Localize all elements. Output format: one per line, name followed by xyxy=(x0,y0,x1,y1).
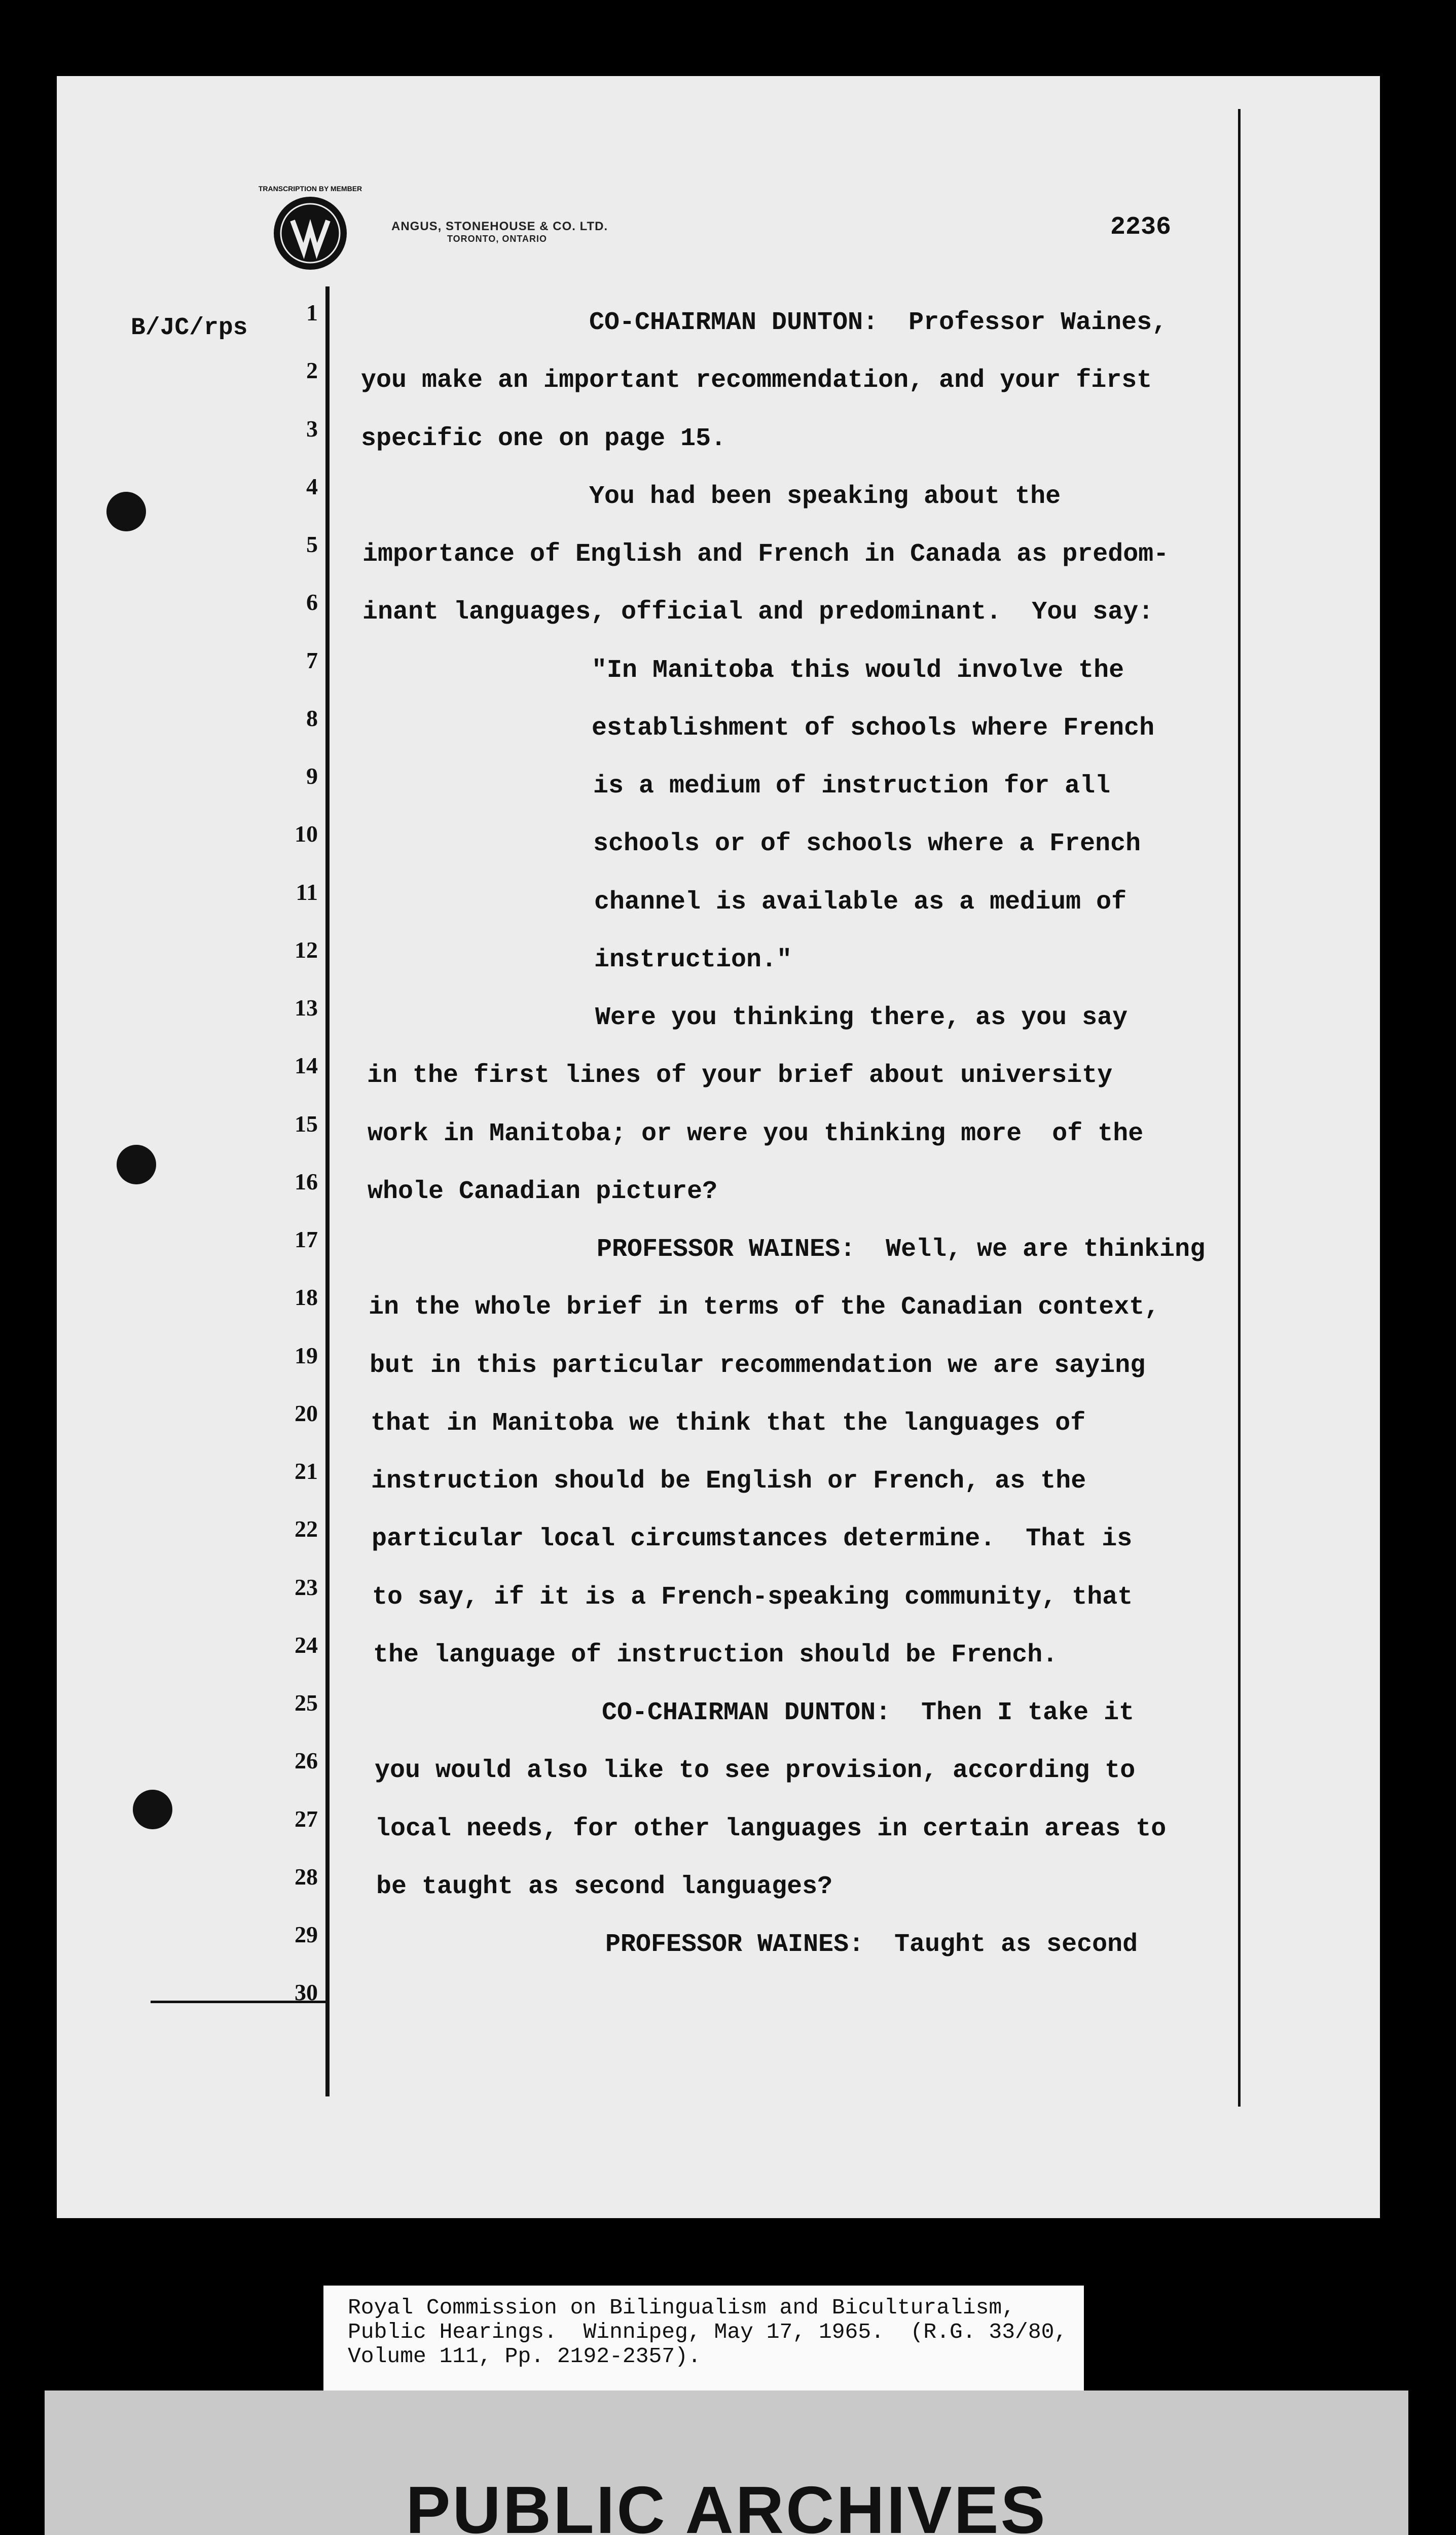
speaker-line: CO-CHAIRMAN DUNTON: Professor Waines, xyxy=(589,308,1168,337)
transcript-line: that in Manitoba we think that the languages of xyxy=(371,1409,1086,1438)
quoted-line: "In Manitoba this would involve the xyxy=(592,656,1124,685)
transcript-line: importance of English and French in Canada as predom- xyxy=(362,540,1169,569)
binder-hole xyxy=(133,1790,172,1829)
transcript-line: in the whole brief in terms of the Canadian context, xyxy=(369,1293,1160,1322)
quoted-line: instruction." xyxy=(594,946,792,974)
speaker-line: PROFESSOR WAINES: Taught as second xyxy=(605,1930,1138,1959)
line-number: 24 xyxy=(295,1632,318,1658)
reference-line: Public Hearings. Winnipeg, May 17, 1965. (R.G. 33/80, xyxy=(348,2320,1068,2344)
quoted-line: channel is available as a medium of xyxy=(594,888,1127,917)
stamp-line-english: PUBLIC ARCHIVES xyxy=(406,2473,1047,2535)
reporter-seal-icon xyxy=(257,180,363,286)
firm-name: ANGUS, STONEHOUSE & CO. LTD. xyxy=(391,220,608,233)
line-number: 22 xyxy=(295,1516,318,1542)
firm-letterhead xyxy=(391,220,608,244)
line-number: 21 xyxy=(295,1458,318,1484)
line-number: 10 xyxy=(295,821,318,847)
quoted-line: schools or of schools where a French xyxy=(593,829,1141,858)
transcript-line: local needs, for other languages in certain areas to xyxy=(375,1815,1167,1843)
transcript-line: inant languages, official and predominant. You say: xyxy=(362,598,1154,627)
line-number: 25 xyxy=(295,1690,318,1716)
quoted-line: is a medium of instruction for all xyxy=(593,772,1111,801)
line-number: 28 xyxy=(295,1864,318,1890)
line-number: 3 xyxy=(306,416,318,442)
transcript-line: whole Canadian picture? xyxy=(368,1177,718,1206)
line-number: 2 xyxy=(306,357,318,383)
line-number: 4 xyxy=(306,474,318,499)
binder-hole xyxy=(106,492,146,531)
line-number: 14 xyxy=(295,1053,318,1078)
line-number: 13 xyxy=(295,995,318,1021)
transcript-line: but in this particular recommendation we are saying xyxy=(370,1351,1146,1380)
speaker-line: CO-CHAIRMAN DUNTON: Then I take it xyxy=(602,1698,1135,1727)
transcript-line: be taught as second languages? xyxy=(376,1872,833,1901)
seal-text: TRANSCRIPTION BY MEMBER xyxy=(258,185,362,193)
line-number: 17 xyxy=(295,1226,318,1252)
binder-hole xyxy=(117,1145,156,1184)
line-number: 30 xyxy=(295,1979,318,2005)
archives-stamp xyxy=(45,2391,1408,2535)
reference-line: Volume 111, Pp. 2192-2357). xyxy=(348,2344,701,2369)
transcript-line: Were you thinking there, as you say xyxy=(595,1003,1128,1032)
transcript-line: you would also like to see provision, according to xyxy=(375,1756,1136,1785)
line-number: 15 xyxy=(295,1111,318,1137)
transcript-line: in the first lines of your brief about university xyxy=(367,1061,1113,1090)
line-number: 29 xyxy=(295,1922,318,1947)
line-number: 27 xyxy=(295,1806,318,1832)
firm-city: TORONTO, ONTARIO xyxy=(447,234,548,244)
quoted-line: establishment of schools where French xyxy=(592,714,1155,743)
transcript-line: work in Manitoba; or were you thinking more of the xyxy=(368,1119,1144,1148)
line-number: 18 xyxy=(295,1284,318,1310)
page-number: 2236 xyxy=(1110,213,1172,242)
line-number: 1 xyxy=(306,300,318,325)
line-number: 6 xyxy=(306,589,318,615)
line-number: 19 xyxy=(295,1343,318,1368)
line-number: 8 xyxy=(306,705,318,731)
line-number: 23 xyxy=(295,1574,318,1600)
transcript-line: particular local circumstances determine. That is xyxy=(372,1525,1133,1553)
line-number: 20 xyxy=(295,1400,318,1426)
line-number: 12 xyxy=(295,937,318,963)
transcript-page xyxy=(57,76,1380,2218)
transcript-line: to say, if it is a French-speaking community, that xyxy=(372,1583,1133,1612)
typist-initials: B/JC/rps xyxy=(131,314,248,342)
line-number: 7 xyxy=(306,647,318,673)
speaker-line: PROFESSOR WAINES: Well, we are thinking xyxy=(597,1235,1206,1264)
line-number: 9 xyxy=(306,763,318,789)
transcript-line: You had been speaking about the xyxy=(589,482,1061,511)
transcript-line: specific one on page 15. xyxy=(361,424,726,453)
line-number: 26 xyxy=(295,1748,318,1773)
transcript-line: instruction should be English or French, as the xyxy=(371,1467,1086,1496)
transcript-line: the language of instruction should be French. xyxy=(373,1641,1058,1670)
line-number: 11 xyxy=(296,879,318,905)
transcript-line: you make an important recommendation, and your first xyxy=(361,366,1152,395)
line-number: 16 xyxy=(295,1169,318,1194)
reference-line: Royal Commission on Bilingualism and Biculturalism, xyxy=(348,2295,1015,2320)
left-margin-rule xyxy=(325,286,330,2096)
line-number: 5 xyxy=(306,531,318,557)
right-margin-rule xyxy=(1238,109,1241,2107)
